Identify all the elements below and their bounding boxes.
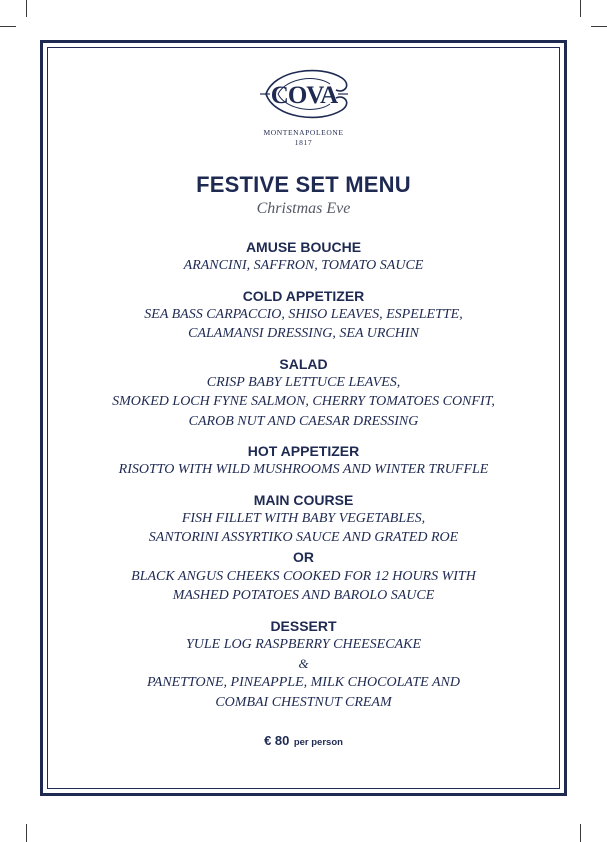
- option-separator: OR: [293, 548, 314, 565]
- course-title: AMUSE BOUCHE: [245, 239, 362, 255]
- dish-line: CAROB NUT AND CAESAR DRESSING: [188, 413, 419, 429]
- crop-mark-right-top: [591, 26, 607, 27]
- menu-title: FESTIVE SET MENU: [196, 172, 411, 197]
- crop-mark-bottom-left: [26, 824, 27, 842]
- crop-mark-top-left: [26, 0, 27, 17]
- course-salad: [40, 355, 567, 432]
- dish-line: YULE LOG RASPBERRY CHEESECAKE: [185, 636, 422, 652]
- course-title: MAIN COURSE: [253, 491, 354, 508]
- svg-text:COVA: COVA: [270, 82, 337, 109]
- price-amount: € 80: [264, 733, 290, 748]
- menu-content: [40, 60, 567, 750]
- dish-line: FISH FILLET WITH BABY VEGETABLES,: [181, 510, 426, 526]
- course-title: SALAD: [279, 355, 328, 372]
- course-title: HOT APPETIZER: [247, 443, 360, 459]
- brand-year: 1817: [294, 138, 313, 147]
- dish-line: CRISP BABY LETTUCE LEAVES,: [206, 374, 401, 390]
- crop-mark-bottom-right: [580, 824, 581, 842]
- crop-mark-left-top: [0, 26, 16, 27]
- dish-line: SMOKED LOCH FYNE SALMON, CHERRY TOMATOES CONFIT,: [112, 394, 495, 409]
- dish-line: ARANCINI, SAFFRON, TOMATO SAUCE: [183, 258, 424, 273]
- course-cold-appetizer: [40, 287, 567, 344]
- dish-line: MASHED POTATOES AND BAROLO SAUCE: [172, 588, 435, 603]
- crop-mark-top-right: [580, 0, 581, 17]
- course-main: [40, 491, 567, 606]
- dish-line: SANTORINI ASSYRTIKO SAUCE AND GRATED ROE: [148, 530, 459, 545]
- dish-line: CALAMANSI DRESSING, SEA URCHIN: [188, 326, 419, 341]
- menu-subtitle: Christmas Eve: [256, 200, 351, 217]
- dish-line: SEA BASS CARPACCIO, SHISO LEAVES, ESPELETTE,: [144, 306, 463, 322]
- dish-line: COMBAI CHESTNUT CREAM: [215, 694, 392, 710]
- course-dessert: [40, 617, 567, 713]
- course-title: DESSERT: [270, 617, 337, 634]
- price: [40, 732, 567, 750]
- brand-location: MONTENAPOLEONE: [263, 128, 344, 137]
- course-title: COLD APPETIZER: [242, 287, 365, 304]
- dish-line: BLACK ANGUS CHEEKS COOKED FOR 12 HOURS WITH: [131, 568, 476, 584]
- cova-logo: [256, 60, 352, 128]
- price-unit: per person: [293, 737, 343, 748]
- course-amuse-bouche: [40, 238, 567, 276]
- course-list: [40, 238, 567, 712]
- course-hot-appetizer: [40, 442, 567, 480]
- option-separator: &: [298, 656, 309, 671]
- dish-line: RISOTTO WITH WILD MUSHROOMS AND WINTER TRUFFLE: [118, 462, 489, 477]
- dish-line: PANETTONE, PINEAPPLE, MILK CHOCOLATE AND: [147, 675, 460, 690]
